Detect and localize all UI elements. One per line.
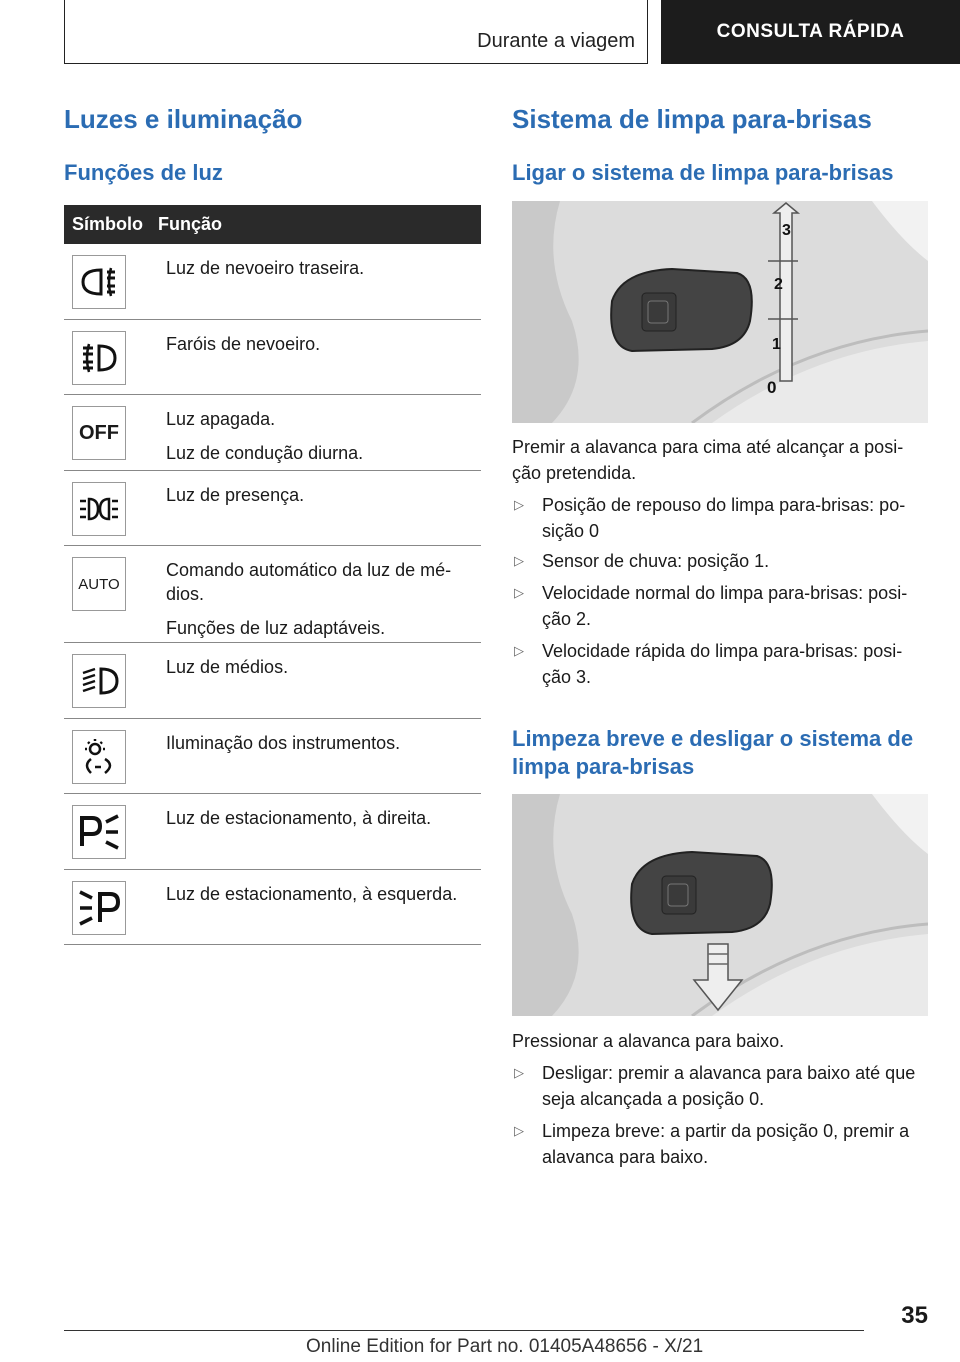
table-row [64,794,481,870]
row-text: Luz de médios. [166,657,289,677]
row-text: Luz de estacionamento, à esquerda. [166,884,458,904]
list-item: ▷ Posição de repouso do limpa para-brisas: po-sição 0 [512,492,930,544]
paragraph-1: Premir a alavanca para cima até alcançar a posi-ção pretendida. [512,437,904,483]
off-icon: OFF [72,406,126,460]
instrument-lighting-icon [72,730,126,784]
bullet-triangle-icon: ▷ [514,553,524,568]
bullet-triangle-icon: ▷ [514,1123,524,1138]
position-2-label: 2 [774,276,783,293]
table-row [64,870,481,945]
bullet-triangle-icon: ▷ [514,585,524,600]
list-item: ▷ Limpeza breve: a partir da posição 0, premir a alavanca para baixo. [512,1118,930,1170]
row-text: Faróis de nevoeiro. [166,334,321,354]
footer-edition: Online Edition for Part no. 01405A48656 - X/21 [306,1336,704,1357]
list-item: ▷ Velocidade normal do limpa para-brisas: posi-ção 2. [512,580,930,632]
list-item: ▷ Desligar: premir a alavanca para baixo até que seja alcançada a posição 0. [512,1060,930,1112]
table-row [64,643,481,719]
low-beam-icon [72,654,126,708]
page-number: 35 [901,1302,928,1329]
table-row [64,395,481,471]
row-text: Luz de presença. [166,485,305,505]
right-subtitle-1: Ligar o sistema de limpa para-brisas [512,160,894,185]
wiper-lever-up-figure [512,201,928,423]
parking-light-left-icon [72,881,126,935]
header-tab[interactable]: CONSULTA RÁPIDA [661,0,960,64]
table-header [64,205,481,244]
table-row [64,244,481,320]
position-1-label: 1 [772,336,781,353]
bullet-triangle-icon: ▷ [514,1065,524,1080]
row-text: Luz apagada. Luz de condução diurna. [166,409,364,463]
table-row [64,546,481,643]
table-row [64,320,481,395]
col-symbol: Símbolo [72,214,143,234]
parking-lights-icon [72,482,126,536]
bullet-triangle-icon: ▷ [514,497,524,512]
right-subtitle-2: Limpeza breve e desligar o sistema de limpa para-brisas [512,726,914,779]
row-text: Luz de estacionamento, à direita. [166,808,432,828]
col-function: Função [158,214,223,234]
light-functions-table [64,205,481,945]
row-text: Iluminação dos instrumentos. [166,733,401,753]
list-item: ▷ Sensor de chuva: posição 1. [512,548,930,574]
left-title: Luzes e iluminação [64,104,303,134]
list-item: ▷ Velocidade rápida do limpa para-brisas: posi-ção 3. [512,638,930,690]
wiper-lever-down-figure [512,794,928,1016]
header-section: Durante a viagem [477,30,635,52]
rear-fog-light-icon [72,255,126,309]
footer-divider [64,1330,864,1331]
position-0-label: 0 [767,378,777,397]
right-title: Sistema de limpa para-brisas [512,104,872,134]
auto-icon: AUTO [72,557,126,611]
table-row [64,719,481,794]
row-text: Comando automático da luz de mé-dios. Funções de luz adaptáveis. [166,560,452,638]
paragraph-2: Pressionar a alavanca para baixo. [512,1031,785,1051]
table-row [64,471,481,546]
parking-light-right-icon [72,805,126,859]
bullet-triangle-icon: ▷ [514,643,524,658]
left-subtitle: Funções de luz [64,160,223,185]
front-fog-light-icon [72,331,126,385]
position-3-label: 3 [782,222,791,239]
row-text: Luz de nevoeiro traseira. [166,258,365,278]
